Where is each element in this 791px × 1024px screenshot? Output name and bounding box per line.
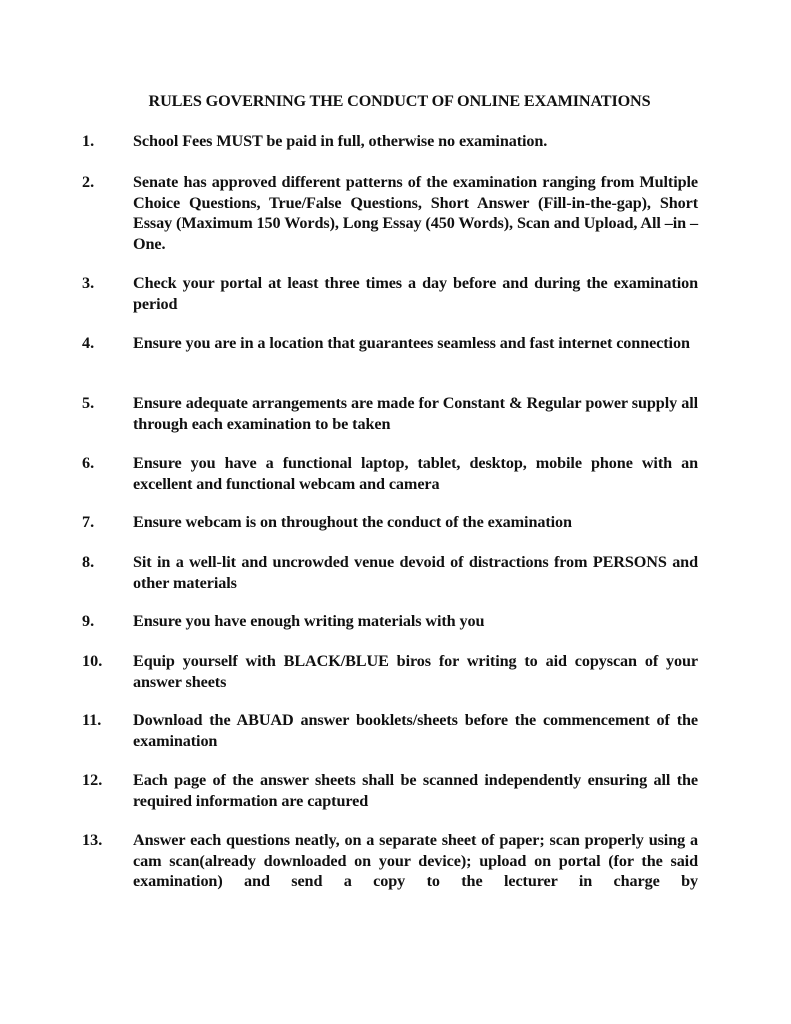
rule-number: 4.	[82, 334, 95, 352]
rule-text: Ensure you are in a location that guarantees seamless and fast internet connection	[133, 334, 690, 352]
rule-text: Equip yourself with BLACK/BLUE biros for writing to aid copyscan of your answer sheets	[133, 652, 698, 691]
rule-number: 13.	[82, 831, 103, 849]
rule-text: Ensure you have a functional laptop, tablet, desktop, mobile phone with an excellent and functional webcam and camera	[133, 454, 698, 493]
rule-item	[82, 453, 698, 494]
rule-text: Each page of the answer sheets shall be scanned independently ensuring all the required information are captured	[133, 771, 698, 810]
rule-item	[82, 830, 698, 892]
rule-item	[82, 710, 698, 751]
rule-text: Sit in a well-lit and uncrowded venue devoid of distractions from PERSONS and other materials	[133, 553, 698, 592]
rule-number: 9.	[82, 612, 95, 630]
rule-item	[82, 273, 698, 314]
rule-item	[82, 770, 698, 811]
rule-text: Ensure webcam is on throughout the conduct of the examination	[133, 513, 572, 531]
rule-number: 12.	[82, 771, 103, 789]
rule-text: School Fees MUST be paid in full, otherwise no examination.	[133, 132, 548, 150]
rule-item	[82, 651, 698, 692]
rule-item	[82, 512, 698, 533]
rule-number: 10.	[82, 652, 103, 670]
rule-text: Check your portal at least three times a day before and during the examination period	[133, 274, 698, 313]
rule-number: 3.	[82, 274, 95, 292]
document-title: RULES GOVERNING THE CONDUCT OF ONLINE EXAMINATIONS	[148, 92, 651, 110]
rule-text: Download the ABUAD answer booklets/sheets before the commencement of the examination	[133, 711, 698, 750]
rule-text: Answer each questions neatly, on a separate sheet of paper; scan properly using a cam scan(already downloaded on your device); upload on portal (for the said examination) and send a copy to the lecturer in charge by	[133, 831, 698, 890]
rule-number: 8.	[82, 553, 95, 571]
rule-number: 5.	[82, 394, 95, 412]
rule-item	[82, 393, 698, 434]
rule-number: 7.	[82, 513, 95, 531]
rule-number: 6.	[82, 454, 95, 472]
rule-number: 11.	[82, 711, 102, 729]
rule-item	[82, 611, 698, 632]
rule-item	[82, 131, 698, 152]
rule-item	[82, 333, 698, 354]
rule-number: 1.	[82, 132, 95, 150]
rule-item	[82, 172, 698, 254]
rule-number: 2.	[82, 173, 95, 191]
rule-text: Ensure you have enough writing materials with you	[133, 612, 485, 630]
rule-text: Ensure adequate arrangements are made for Constant & Regular power supply all through each examination to be taken	[133, 394, 698, 433]
rule-text: Senate has approved different patterns of the examination ranging from Multiple Choice Questions, True/False Questions, Short Answer (Fill-in-the-gap), Short Essay (Maximum 150 Words), Long Essay (450 Words), Scan and Upload, All –in – One.	[133, 173, 698, 253]
rule-item	[82, 552, 698, 593]
